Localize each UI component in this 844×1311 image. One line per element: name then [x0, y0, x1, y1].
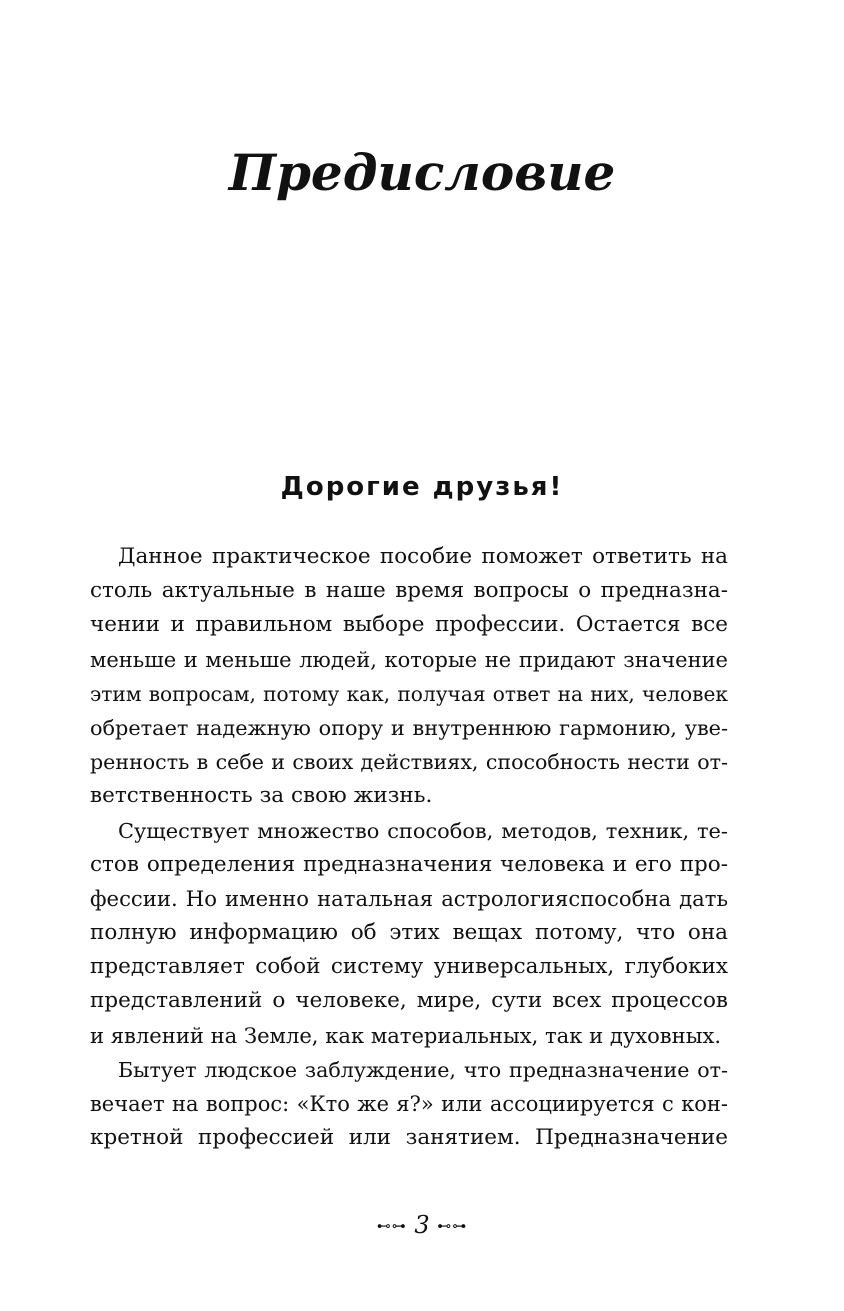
paragraph-3 [90, 1053, 728, 1156]
text-line: Бытует людское заблуждение, что предназначение от- [118, 1057, 728, 1082]
text-line: вечает на вопрос: «Кто же я?» или ассоциируется с кон- [90, 1092, 728, 1116]
text-line: этим вопросам, потому как, получая ответ на них, человек [90, 681, 728, 706]
text-line: и явлений на Земле, как материальных, так и духовных. [90, 1022, 722, 1048]
text-line: полную информацию об этих вещах потому, что она [90, 920, 728, 946]
text-line: представлений о человеке, мире, сути всех процессов [90, 988, 728, 1014]
paragraph-2 [90, 814, 728, 1053]
paragraph-1 [90, 540, 728, 814]
text-line: меньше и меньше людей, которые не придают значение [90, 646, 728, 672]
text-line: фессии. Но именно натальная астрологияспособна дать [90, 885, 728, 911]
ornament-left-icon: ⊷⊶ [376, 1218, 407, 1235]
text-line: обретает надежную опору и внутреннюю гармонию, уве- [90, 715, 728, 740]
text-line: столь актуальные в наше время вопросы о предназна- [90, 578, 728, 604]
page-folio [0, 1210, 844, 1242]
text-line: Данное практическое пособие поможет ответить на [118, 544, 728, 569]
text-line: чении и правильном выборе профессии. Остается все [90, 612, 728, 638]
section-heading: Дорогие друзья! [280, 472, 564, 502]
text-line: кретной профессией или занятием. Предназначение [90, 1125, 728, 1151]
text-line: ренность в себе и своих действиях, способность нести от- [90, 750, 728, 775]
text-line: стов определения предназначения человека и его про- [90, 851, 728, 877]
page-title: Предисловие [228, 143, 616, 202]
ornament-right-icon: ⊷⊶ [437, 1218, 468, 1235]
body-text [90, 540, 728, 1155]
text-line: Существует множество способов, методов, техник, те- [118, 818, 728, 843]
text-line: ветственность за свою жизнь. [90, 783, 433, 809]
page-number: 3 [414, 1211, 430, 1239]
text-line: представляет собой систему универсальных, глубоких [90, 954, 728, 980]
